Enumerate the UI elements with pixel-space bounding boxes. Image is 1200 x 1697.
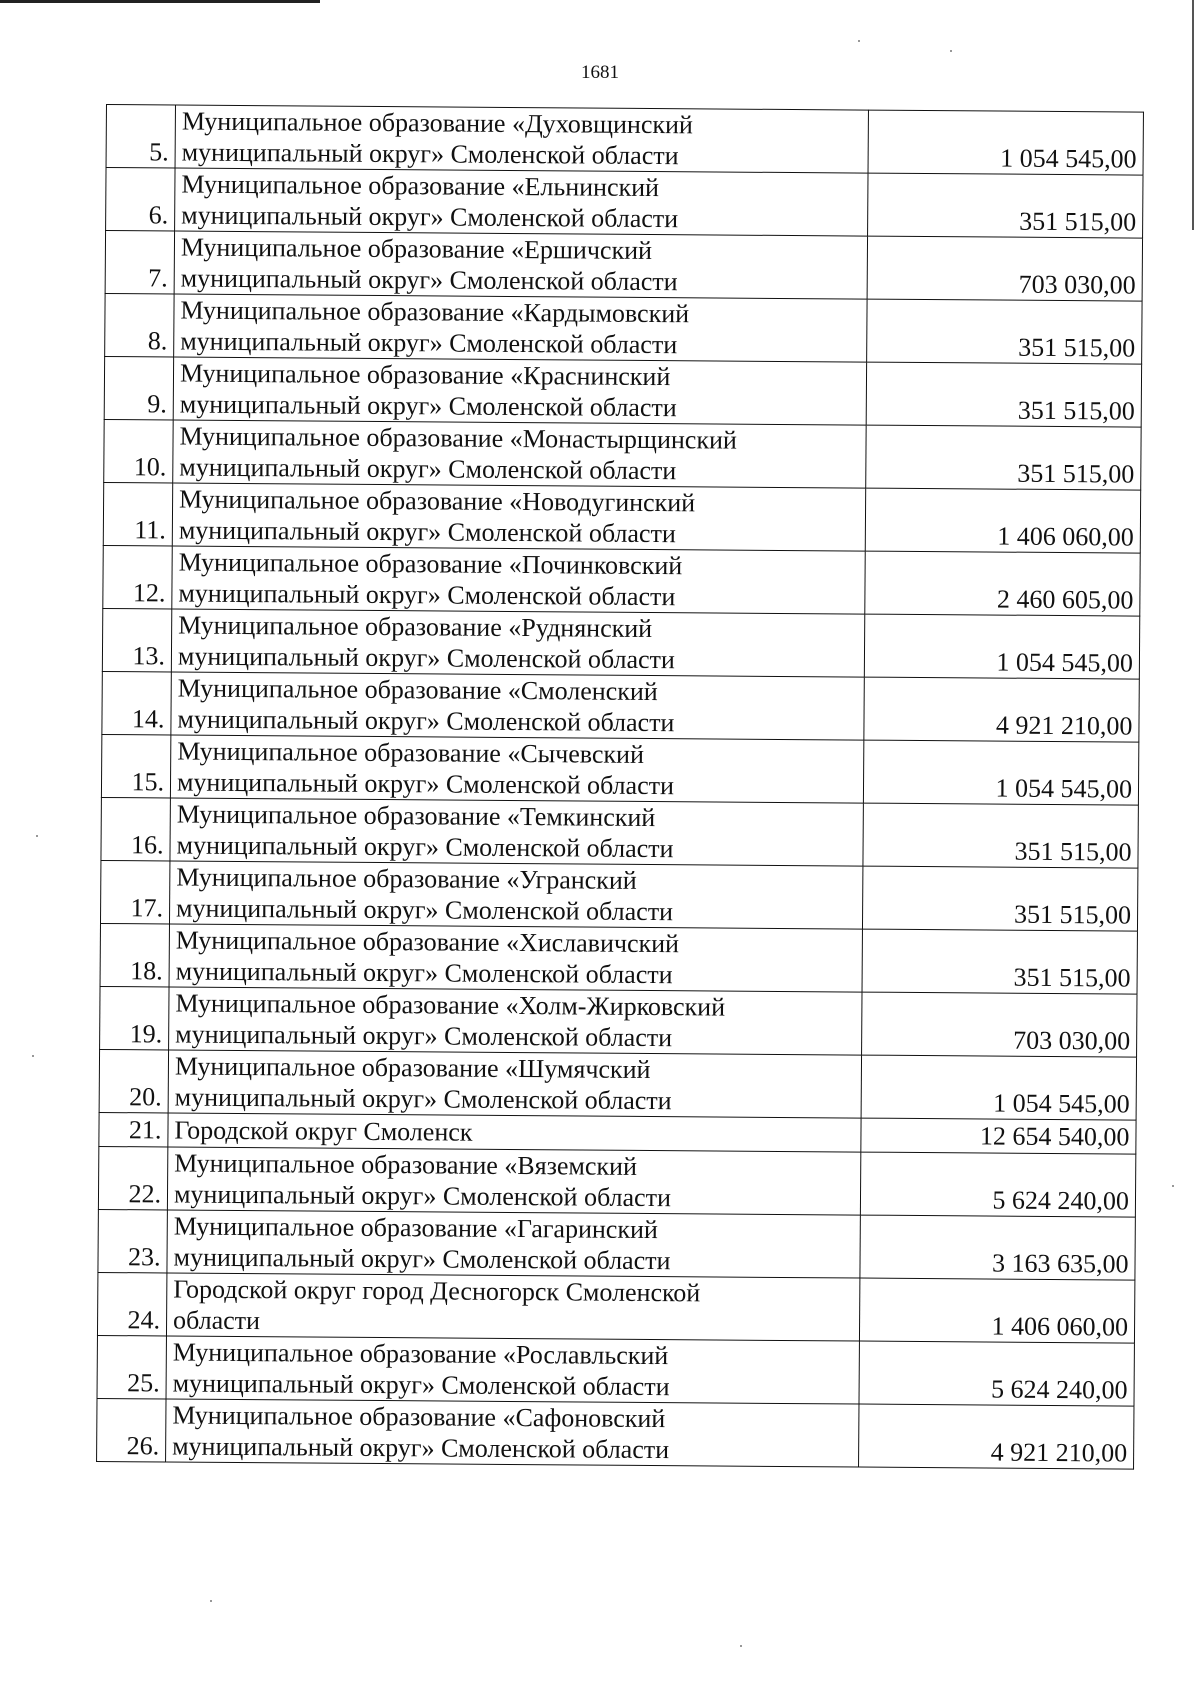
scan-edge-top — [0, 0, 320, 3]
municipality-name-line-1: Муниципальное образование «Сычевский — [177, 736, 645, 769]
municipality-name-line-1: Муниципальное образование «Монастырщинский — [179, 421, 737, 455]
scan-speck — [32, 1055, 34, 1057]
table-row — [99, 1049, 1136, 1120]
municipality-name-line-1: Муниципальное образование «Угранский — [176, 862, 637, 895]
scan-speck — [858, 40, 860, 42]
municipality-name — [168, 1113, 861, 1152]
amount: 1 406 060,00 — [865, 488, 1140, 553]
table-row — [103, 482, 1140, 553]
municipality-name — [167, 1210, 860, 1278]
municipality-name — [175, 105, 868, 173]
table-row — [97, 1398, 1134, 1469]
table-row — [103, 545, 1140, 616]
amount: 12 654 540,00 — [861, 1118, 1136, 1154]
allocation-table-body — [97, 105, 1144, 1470]
municipality-name — [166, 1273, 859, 1341]
municipality-name — [172, 546, 865, 614]
municipality-name — [174, 231, 867, 299]
scan-edge-right — [1192, 0, 1194, 230]
row-number: 21. — [99, 1112, 168, 1147]
row-number: 14. — [102, 671, 171, 735]
row-number: 12. — [103, 545, 172, 609]
table-row — [100, 860, 1137, 931]
municipality-name — [171, 672, 864, 740]
amount: 1 054 545,00 — [863, 740, 1138, 805]
municipality-name — [175, 168, 868, 236]
amount: 4 921 210,00 — [864, 677, 1139, 742]
amount: 5 624 240,00 — [859, 1341, 1134, 1406]
municipality-name-line-1: Муниципальное образование «Вяземский — [174, 1148, 638, 1181]
amount: 4 921 210,00 — [859, 1404, 1134, 1469]
municipality-name — [169, 987, 862, 1055]
municipality-name-line-1: Муниципальное образование «Новодугинский — [178, 484, 696, 518]
table-row — [97, 1272, 1134, 1343]
scan-speck — [210, 1600, 212, 1602]
municipality-name-line-2: муниципальный округ» Смоленской области — [179, 389, 677, 423]
row-number: 11. — [103, 482, 172, 546]
scan-speck — [950, 50, 952, 52]
municipality-name — [171, 609, 864, 677]
amount: 1 054 545,00 — [861, 1055, 1136, 1120]
amount: 351 515,00 — [868, 173, 1143, 238]
row-number: 19. — [100, 986, 169, 1050]
amount: 5 624 240,00 — [860, 1152, 1135, 1217]
scan-speck — [1172, 1185, 1174, 1187]
municipality-name-line-1: Муниципальное образование «Гагаринский — [173, 1211, 658, 1245]
municipality-name-line-2: муниципальный округ» Смоленской области — [172, 1368, 670, 1402]
amount: 1 054 545,00 — [864, 614, 1139, 679]
municipality-name — [170, 735, 863, 803]
municipality-name-line-2: муниципальный округ» Смоленской области — [179, 452, 677, 486]
municipality-name-line-2: муниципальный округ» Смоленской области — [174, 1082, 672, 1116]
amount: 351 515,00 — [862, 929, 1137, 994]
table-row — [98, 1209, 1135, 1280]
table-row — [104, 419, 1141, 490]
municipality-name-line-2: муниципальный округ» Смоленской области — [176, 830, 674, 864]
municipality-name-line-1: Муниципальное образование «Сафоновский — [172, 1400, 666, 1434]
municipality-name-line-2: муниципальный округ» Смоленской области — [178, 578, 676, 612]
municipality-name-line-1: Муниципальное образование «Ельнинский — [181, 169, 660, 203]
municipality-name — [169, 924, 862, 992]
municipality-name-line-1: Муниципальное образование «Кардымовский — [180, 295, 690, 329]
municipality-name-line-1: Муниципальное образование «Темкинский — [176, 799, 656, 833]
row-number: 18. — [100, 923, 169, 987]
table-row — [100, 986, 1137, 1057]
municipality-name — [170, 798, 863, 866]
row-number: 7. — [105, 231, 174, 295]
row-number: 17. — [100, 860, 169, 924]
page-number: 1681 — [581, 62, 619, 83]
amount: 351 515,00 — [867, 299, 1142, 364]
table-row — [106, 105, 1143, 176]
amount: 703 030,00 — [867, 236, 1142, 301]
municipality-name-line-2: муниципальный округ» Смоленской области — [176, 893, 674, 927]
municipality-name — [166, 1399, 859, 1467]
scan-speck — [36, 835, 38, 837]
municipality-name — [172, 483, 865, 551]
amount: 1 406 060,00 — [859, 1278, 1134, 1343]
amount: 351 515,00 — [866, 425, 1141, 490]
table-row — [104, 356, 1141, 427]
municipality-name-line-2: области — [172, 1305, 261, 1336]
row-number: 24. — [97, 1272, 166, 1336]
municipality-name-line-2: муниципальный округ» Смоленской области — [177, 704, 675, 738]
amount: 351 515,00 — [863, 803, 1138, 868]
municipality-name-line-1: Муниципальное образование «Смоленский — [177, 673, 658, 707]
municipality-name-line-2: муниципальный округ» Смоленской области — [173, 1242, 671, 1276]
amount: 351 515,00 — [862, 866, 1137, 931]
row-number: 20. — [99, 1049, 168, 1113]
amount: 351 515,00 — [866, 362, 1141, 427]
amount: 2 460 605,00 — [865, 551, 1140, 616]
municipality-name-line-2: муниципальный округ» Смоленской области — [180, 263, 678, 297]
table-row — [102, 671, 1139, 742]
municipality-name-line-2: муниципальный округ» Смоленской области — [175, 1019, 673, 1053]
municipality-name-line-1: Муниципальное образование «Хиславичский — [175, 925, 680, 959]
municipality-name-line-1: Муниципальное образование «Руднянский — [178, 610, 653, 644]
municipality-name-line-2: муниципальный округ» Смоленской области — [178, 515, 676, 549]
row-number: 23. — [98, 1209, 167, 1273]
municipality-name-line-2: муниципальный округ» Смоленской области — [173, 1179, 672, 1213]
row-number: 15. — [101, 734, 170, 798]
scan-speck — [740, 1645, 742, 1647]
table-row — [101, 734, 1138, 805]
row-number: 8. — [105, 293, 174, 357]
row-number: 16. — [101, 797, 170, 861]
table-row — [106, 168, 1143, 239]
municipality-name-line-1: Муниципальное образование «Шумячский — [174, 1051, 651, 1085]
table-row — [100, 923, 1137, 994]
municipality-name — [167, 1147, 860, 1215]
allocation-table — [96, 104, 1144, 1470]
row-number: 6. — [106, 168, 175, 232]
municipality-name-line-2: муниципальный округ» Смоленской области — [172, 1431, 670, 1465]
municipality-name-line-1: Городской округ город Десногорск Смоленской — [173, 1274, 701, 1308]
municipality-name — [174, 294, 867, 362]
municipality-name-line-1: Муниципальное образование «Краснинский — [179, 358, 671, 392]
municipality-name-line-2: муниципальный округ» Смоленской области — [175, 956, 673, 990]
municipality-name — [169, 861, 862, 929]
municipality-name-line-1: Муниципальное образование «Холм-Жирковский — [175, 988, 726, 1022]
municipality-name-line-2: муниципальный округ» Смоленской области — [176, 767, 675, 801]
municipality-name-line-1: Городской округ Смоленск — [174, 1115, 473, 1147]
row-number: 9. — [104, 356, 173, 420]
municipality-name-line-1: Муниципальное образование «Ершичский — [180, 232, 653, 266]
municipality-name — [166, 1336, 859, 1404]
amount: 703 030,00 — [862, 992, 1137, 1057]
municipality-name-line-2: муниципальный округ» Смоленской области — [181, 200, 679, 234]
table-row — [105, 231, 1142, 302]
municipality-name-line-1: Муниципальное образование «Починковский — [178, 547, 683, 581]
municipality-name-line-1: Муниципальное образование «Духовщинский — [181, 106, 693, 140]
row-number: 13. — [102, 608, 171, 672]
municipality-name — [168, 1050, 861, 1118]
table-row — [101, 797, 1138, 868]
row-number: 5. — [106, 105, 175, 169]
table-row — [105, 293, 1142, 364]
municipality-name — [173, 357, 866, 425]
row-number: 22. — [98, 1146, 167, 1210]
row-number: 25. — [97, 1335, 166, 1399]
table-row — [98, 1146, 1135, 1217]
municipality-name-line-2: муниципальный округ» Смоленской области — [180, 326, 678, 360]
table-row — [102, 608, 1139, 679]
row-number: 10. — [104, 419, 173, 483]
amount: 3 163 635,00 — [860, 1215, 1135, 1280]
table-row — [97, 1335, 1134, 1406]
amount: 1 054 545,00 — [868, 110, 1143, 175]
row-number: 26. — [97, 1398, 166, 1462]
municipality-name-line-2: муниципальный округ» Смоленской области — [177, 641, 675, 675]
municipality-name — [173, 420, 866, 488]
municipality-name-line-2: муниципальный округ» Смоленской области — [181, 137, 679, 171]
municipality-name-line-1: Муниципальное образование «Рославльский — [172, 1337, 669, 1371]
